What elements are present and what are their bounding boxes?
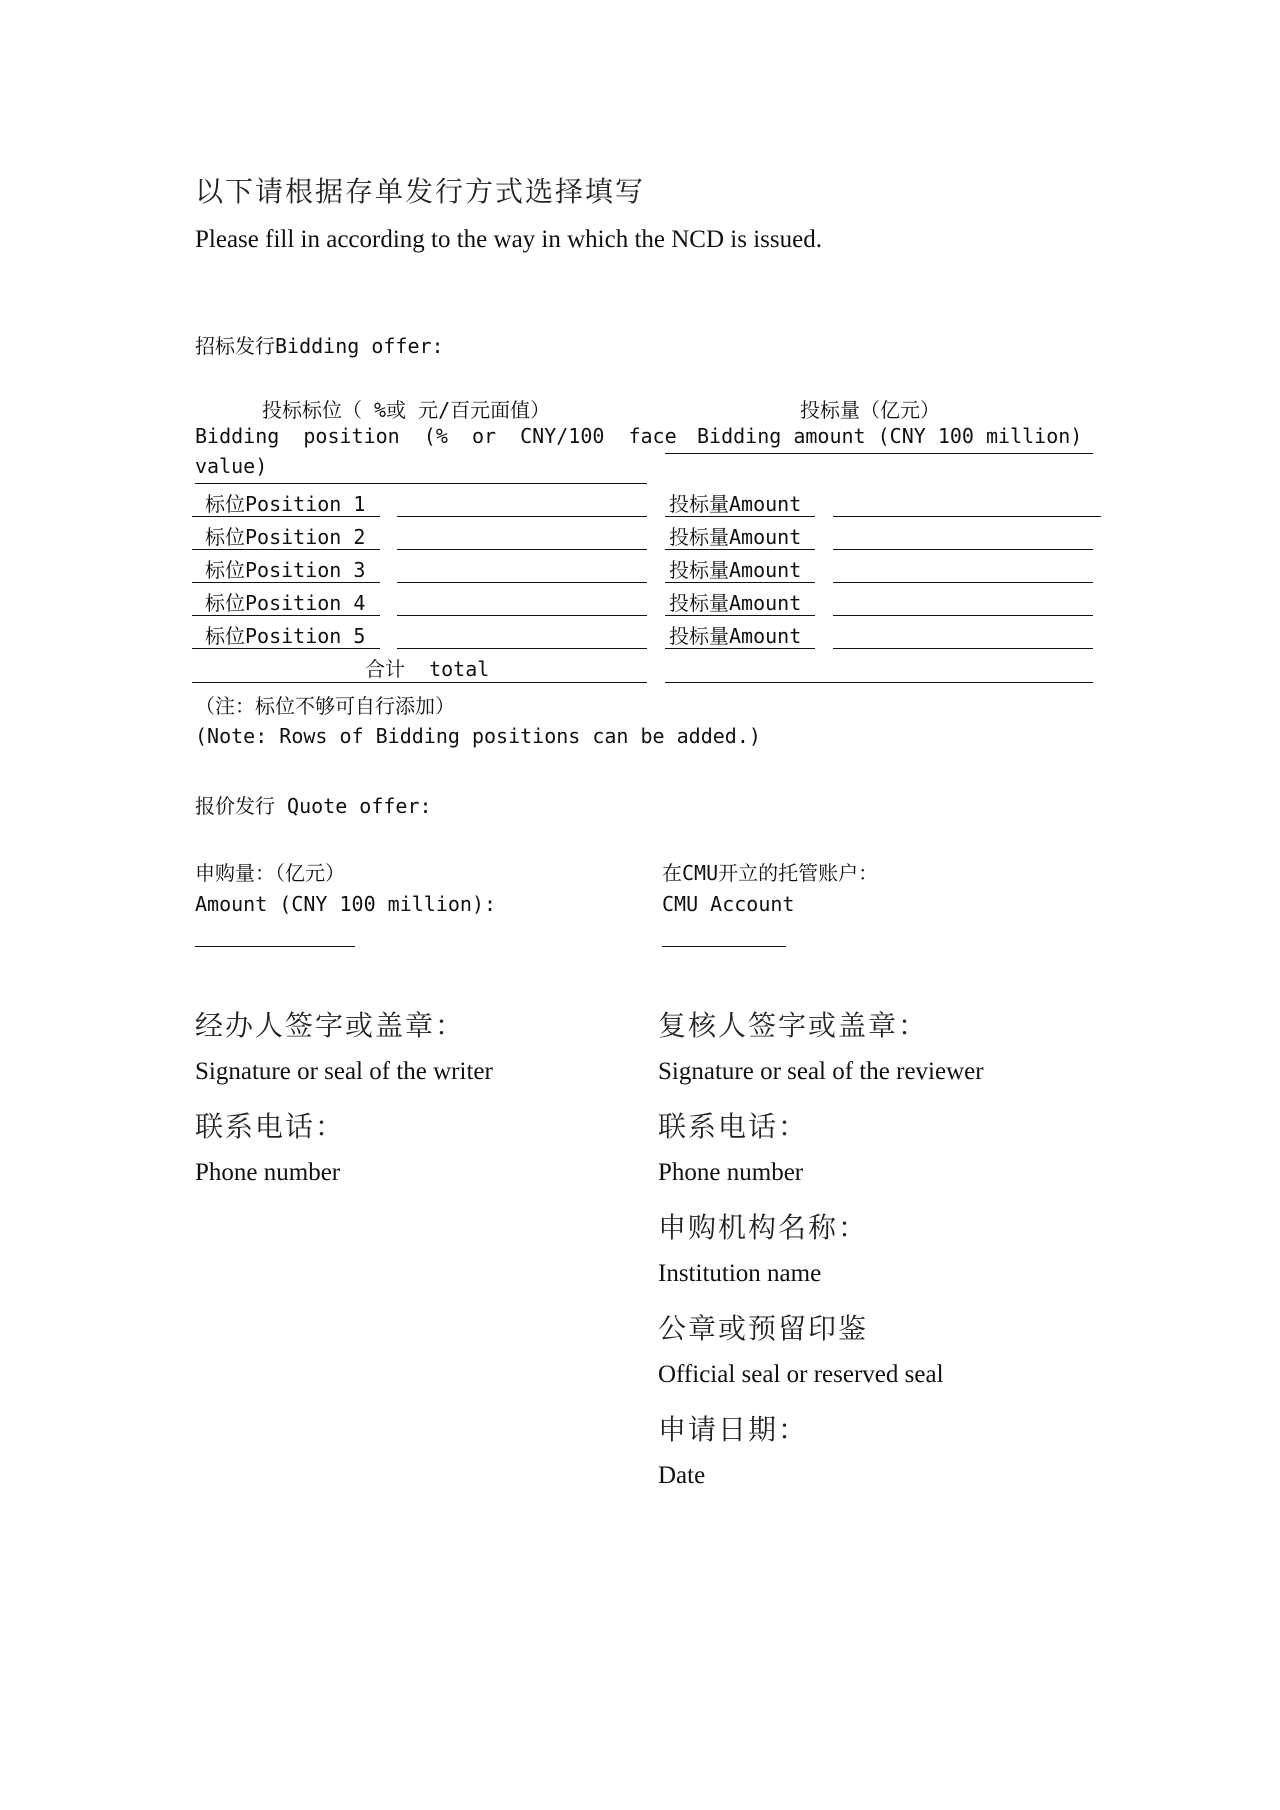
application-date-label-zh: 申请日期： xyxy=(658,1413,809,1446)
position-label: 标位Position 3 xyxy=(205,558,366,582)
reviewer-signature-label-zh: 复核人签字或盖章： xyxy=(658,1009,929,1042)
position-value-field[interactable] xyxy=(397,615,647,616)
amount-label: 投标量Amount xyxy=(669,624,802,648)
position-label-rule xyxy=(192,516,380,517)
amount-header-zh: 投标量（亿元） xyxy=(800,398,940,422)
amount-label-rule xyxy=(665,648,815,649)
position-value-field[interactable] xyxy=(397,582,647,583)
quote-amount-field[interactable] xyxy=(195,946,355,947)
amount-label: 投标量Amount xyxy=(669,525,802,549)
cmu-account-label-en: CMU Account xyxy=(662,892,795,916)
writer-phone-label-zh: 联系电话： xyxy=(195,1110,346,1143)
position-value-field[interactable] xyxy=(397,648,647,649)
amount-header-rule xyxy=(665,453,1093,454)
amount-label: 投标量Amount xyxy=(669,558,802,582)
amount-value-field[interactable] xyxy=(833,549,1093,550)
position-label-rule xyxy=(192,615,380,616)
amount-value-field[interactable] xyxy=(833,648,1093,649)
bidding-offer-heading: 招标发行Bidding offer: xyxy=(195,334,444,358)
position-label: 标位Position 5 xyxy=(205,624,366,648)
instruction-title-zh: 以下请根据存单发行方式选择填写 xyxy=(195,175,646,208)
official-seal-label-zh: 公章或预留印鉴 xyxy=(658,1312,869,1345)
reviewer-phone-label-en: Phone number xyxy=(658,1159,804,1186)
position-label: 标位Position 1 xyxy=(205,492,366,516)
position-label: 标位Position 4 xyxy=(205,591,366,615)
reviewer-signature-label-en: Signature or seal of the reviewer xyxy=(658,1058,984,1085)
position-label-rule xyxy=(192,648,380,649)
amount-value-field[interactable] xyxy=(833,615,1093,616)
instruction-title-en: Please fill in according to the way in which the NCD is issued. xyxy=(195,226,822,253)
institution-name-label-zh: 申购机构名称： xyxy=(658,1211,869,1244)
total-position-field[interactable] xyxy=(192,682,647,683)
amount-value-field[interactable] xyxy=(833,582,1093,583)
position-header-en-wrap: value) xyxy=(195,454,268,478)
cmu-account-field[interactable] xyxy=(662,946,786,947)
bidding-note-zh: （注：标位不够可自行添加） xyxy=(195,694,455,718)
position-label: 标位Position 2 xyxy=(205,525,366,549)
total-amount-field[interactable] xyxy=(665,682,1093,683)
position-value-field[interactable] xyxy=(397,516,647,517)
position-label-rule xyxy=(192,582,380,583)
cmu-account-label-zh: 在CMU开立的托管账户： xyxy=(662,861,879,885)
amount-header-en: Bidding amount (CNY 100 million) xyxy=(697,424,1083,448)
amount-label: 投标量Amount xyxy=(669,591,802,615)
position-label-rule xyxy=(192,549,380,550)
amount-label: 投标量Amount xyxy=(669,492,802,516)
position-header-zh: 投标标位（ %或 元/百元面值） xyxy=(262,398,551,422)
position-value-field[interactable] xyxy=(397,549,647,550)
quote-amount-label-zh: 申购量：（亿元） xyxy=(195,861,345,885)
position-header-rule xyxy=(195,483,647,484)
bidding-note-en: (Note: Rows of Bidding positions can be added.) xyxy=(195,724,761,748)
position-header-en: Bidding position (% or CNY/100 face xyxy=(195,424,677,448)
writer-phone-label-en: Phone number xyxy=(195,1159,341,1186)
reviewer-phone-label-zh: 联系电话： xyxy=(658,1110,809,1143)
writer-signature-label-en: Signature or seal of the writer xyxy=(195,1058,493,1085)
writer-signature-label-zh: 经办人签字或盖章： xyxy=(195,1009,466,1042)
application-date-label-en: Date xyxy=(658,1462,706,1489)
amount-value-field[interactable] xyxy=(833,516,1101,517)
amount-label-rule xyxy=(665,549,815,550)
amount-label-rule xyxy=(665,582,815,583)
total-label: 合计 total xyxy=(365,657,490,681)
amount-label-rule xyxy=(665,615,815,616)
amount-label-rule xyxy=(665,516,815,517)
quote-offer-heading: 报价发行 Quote offer: xyxy=(195,794,432,818)
quote-amount-label-en: Amount (CNY 100 million): xyxy=(195,892,497,916)
institution-name-label-en: Institution name xyxy=(658,1260,822,1287)
official-seal-label-en: Official seal or reserved seal xyxy=(658,1361,944,1388)
